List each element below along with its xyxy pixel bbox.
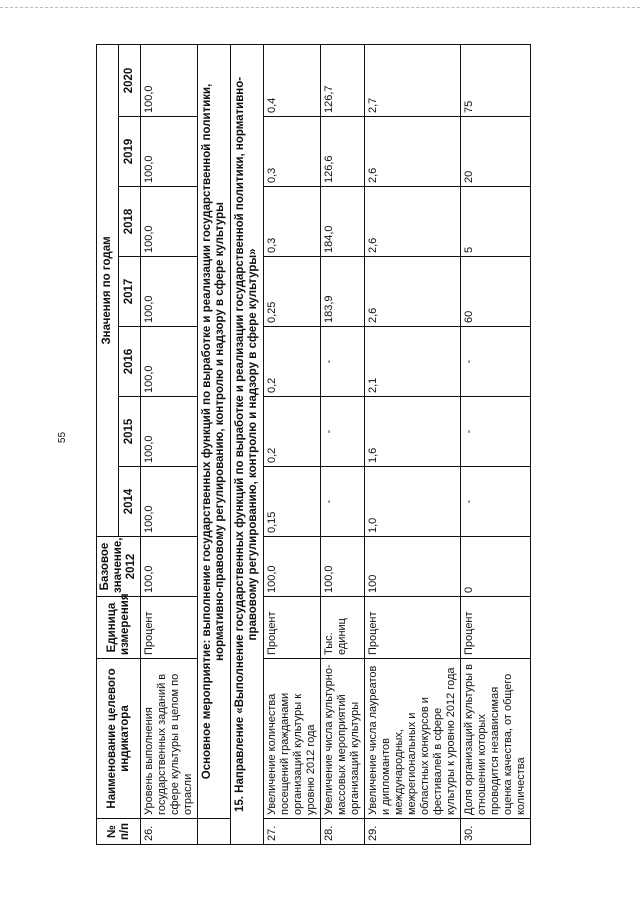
row-value: 2,6	[365, 257, 461, 327]
row-unit: Процент	[365, 597, 461, 659]
row-value: 183,9	[321, 257, 365, 327]
row-num: 26.	[141, 819, 198, 845]
table-row	[141, 44, 198, 844]
year-header: 2015	[119, 397, 141, 467]
header-row-1	[97, 44, 119, 844]
row-value: 2,6	[365, 117, 461, 187]
section-row	[231, 44, 264, 844]
row-unit: Процент	[264, 597, 321, 659]
row-value: 100,0	[141, 327, 198, 397]
table-row	[264, 44, 321, 844]
row-value: -	[461, 327, 531, 397]
row-value: 2,1	[365, 327, 461, 397]
row-value: -	[321, 397, 365, 467]
col-name-header: Наименование целевого индикатора	[97, 659, 141, 819]
indicator-table	[96, 44, 531, 845]
row-value: 126,6	[321, 117, 365, 187]
row-base: 0	[461, 537, 531, 597]
row-value: -	[321, 327, 365, 397]
year-header: 2016	[119, 327, 141, 397]
row-value: 2,6	[365, 187, 461, 257]
row-num: 27.	[264, 819, 321, 845]
row-value: 2,7	[365, 44, 461, 116]
row-value: 100,0	[141, 467, 198, 537]
col-num-header: № п/п	[97, 819, 141, 845]
section-title-direction-15: 15. Направление «Выполнение государственных функций по выработке и реализации государственной политики, нормативно-правовому регулированию, контролю и надзору в сфере культуры»	[231, 44, 264, 844]
row-name: Увеличение числа лауреатов и дипломантов международных, межрегиональных и областных конкурсов и фестивалей в сфере культуры к уровню 2012 года	[365, 659, 461, 819]
row-name: Увеличение числа культурно-массовых мероприятий организаций культуры	[321, 659, 365, 819]
section-spacer	[198, 819, 231, 845]
row-value: 0,2	[264, 327, 321, 397]
year-header: 2019	[119, 117, 141, 187]
col-base-header: Базовое значение, 2012	[97, 537, 141, 597]
row-value: 60	[461, 257, 531, 327]
row-value: 0,4	[264, 44, 321, 116]
row-num: 29.	[365, 819, 461, 845]
row-value: 0,15	[264, 467, 321, 537]
row-name: Увеличение количества посещений гражданами организаций культуры к уровню 2012 года	[264, 659, 321, 819]
row-value: 1,0	[365, 467, 461, 537]
table-row	[461, 44, 531, 844]
row-unit: Процент	[141, 597, 198, 659]
row-num: 28.	[321, 819, 365, 845]
row-value: 1,6	[365, 397, 461, 467]
row-value: 126,7	[321, 44, 365, 116]
row-unit: Процент	[461, 597, 531, 659]
col-unit-header: Единица измерения	[97, 597, 141, 659]
row-value: 20	[461, 117, 531, 187]
rotated-page	[96, 45, 586, 845]
row-base: 100,0	[264, 537, 321, 597]
row-base: 100,0	[321, 537, 365, 597]
scan-edge-line	[0, 7, 640, 8]
row-name: Уровень выполнения государственных заданий в сфере культуры в целом по отрасли	[141, 659, 198, 819]
section-title-main-activity: Основное мероприятие: выполнение государственных функций по выработке и реализации государственной политики, нормативно-правовому регулированию, контролю и надзору в сфере культуры	[198, 44, 231, 818]
year-header: 2020	[119, 44, 141, 116]
page-number: 55	[57, 431, 69, 444]
row-value: 100,0	[141, 44, 198, 116]
table-row	[321, 44, 365, 844]
row-value: 100,0	[141, 187, 198, 257]
row-value: -	[461, 397, 531, 467]
row-value: 75	[461, 44, 531, 116]
row-value: 0,2	[264, 397, 321, 467]
section-row	[198, 44, 231, 844]
row-value: 5	[461, 187, 531, 257]
col-years-group-header: Значения по годам	[97, 44, 119, 536]
row-unit: Тыс. единиц	[321, 597, 365, 659]
row-value: 0,25	[264, 257, 321, 327]
row-value: 100,0	[141, 117, 198, 187]
row-value: 100,0	[141, 397, 198, 467]
row-value: -	[461, 467, 531, 537]
row-num: 30.	[461, 819, 531, 845]
row-value: 0,3	[264, 187, 321, 257]
row-value: 0,3	[264, 117, 321, 187]
year-header: 2017	[119, 257, 141, 327]
row-value: 184,0	[321, 187, 365, 257]
year-header: 2018	[119, 187, 141, 257]
year-header: 2014	[119, 467, 141, 537]
row-value: -	[321, 467, 365, 537]
row-base: 100,0	[141, 537, 198, 597]
row-base: 100	[365, 537, 461, 597]
row-value: 100,0	[141, 257, 198, 327]
row-name: Доля организаций культуры в отношении которых проводится независимая оценка качества, от общего количества	[461, 659, 531, 819]
table-row	[365, 44, 461, 844]
